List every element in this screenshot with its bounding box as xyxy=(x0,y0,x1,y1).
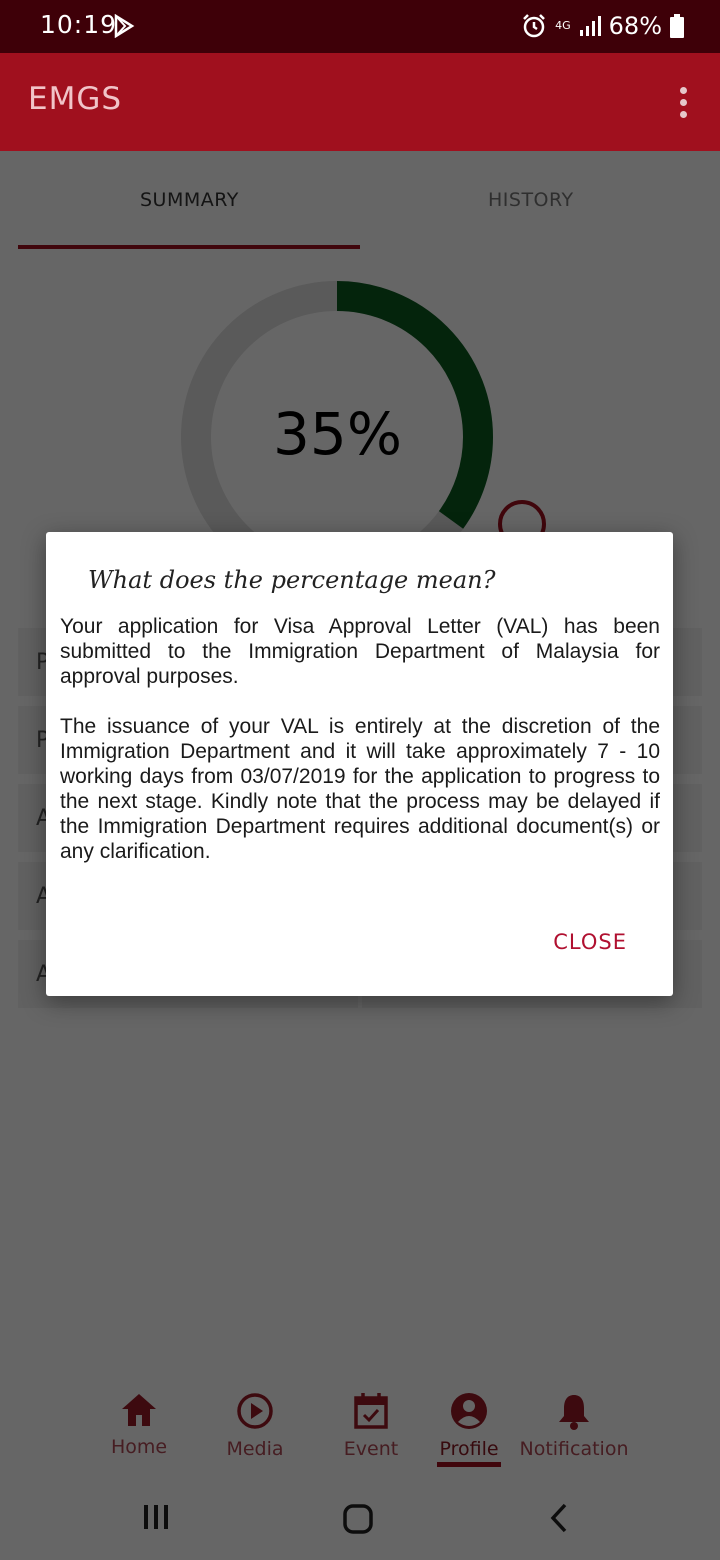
network-type: 4G xyxy=(555,19,571,32)
alarm-icon xyxy=(521,13,547,39)
app-title: EMGS xyxy=(28,81,123,117)
dialog-paragraph-1: Your application for Visa Approval Letter (VAL) has been submitted to the Immigration Department of Malaysia for approval purposes. xyxy=(60,615,660,688)
dialog-title: What does the percentage mean? xyxy=(88,566,496,594)
info-dialog xyxy=(46,532,673,996)
battery-percent: 68% xyxy=(608,12,662,40)
play-store-icon xyxy=(113,14,135,38)
close-button[interactable]: CLOSE xyxy=(553,930,627,954)
dialog-body xyxy=(60,614,660,889)
signal-icon xyxy=(579,15,601,37)
battery-icon xyxy=(670,14,684,38)
more-vert-icon[interactable] xyxy=(680,87,690,119)
modal-overlay-sysbar xyxy=(0,1475,720,1560)
status-bar xyxy=(0,0,720,53)
status-time: 10:19 xyxy=(40,10,118,39)
dialog-paragraph-2: The issuance of your VAL is entirely at the discretion of the Immigration Department and it will take approximately 7 - 10 working days from 03/07/2019 for the application to progress to the next stage. Kindly note that the process may be delayed if the Immigration Department requires additional document(s) or any clarification. xyxy=(60,715,660,863)
status-right xyxy=(521,12,684,40)
app-bar xyxy=(0,53,720,151)
